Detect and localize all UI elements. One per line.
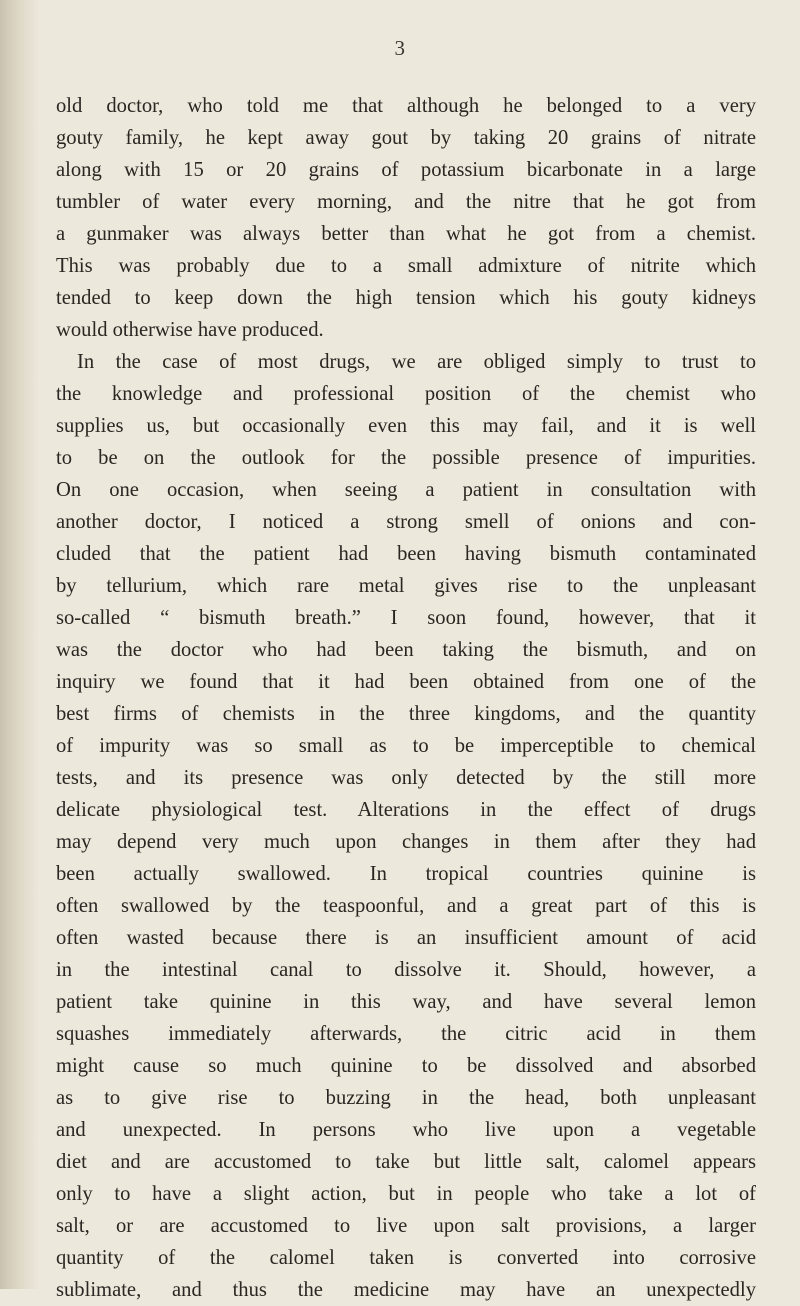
text-line: of impurity was so small as to be imperceptible to chemical bbox=[56, 735, 756, 757]
text-line: salt, or are accustomed to live upon salt provisions, a larger bbox=[56, 1215, 756, 1237]
text-line: was the doctor who had been taking the bismuth, and on bbox=[56, 639, 756, 661]
text-line: so-called “ bismuth breath.” I soon found, however, that it bbox=[56, 607, 756, 629]
page-edge-shadow bbox=[0, 0, 40, 1289]
text-line: sublimate, and thus the medicine may have an unexpectedly bbox=[56, 1279, 756, 1301]
text-line: cluded that the patient had been having bismuth contaminated bbox=[56, 543, 756, 565]
text-line: the knowledge and professional position of the chemist who bbox=[56, 383, 756, 405]
text-line: gouty family, he kept away gout by taking 20 grains of nitrate bbox=[56, 127, 756, 149]
text-line: often swallowed by the teaspoonful, and a great part of this is bbox=[56, 895, 756, 917]
text-line: would otherwise have produced. bbox=[56, 319, 324, 341]
text-line: a gunmaker was always better than what he got from a chemist. bbox=[56, 223, 756, 245]
text-line: diet and are accustomed to take but little salt, calomel appears bbox=[56, 1151, 756, 1173]
text-line: tended to keep down the high tension which his gouty kidneys bbox=[56, 287, 756, 309]
text-line: old doctor, who told me that although he belonged to a very bbox=[56, 95, 756, 117]
text-line: patient take quinine in this way, and have several lemon bbox=[56, 991, 756, 1013]
text-line: by tellurium, which rare metal gives rise to the unpleasant bbox=[56, 575, 756, 597]
text-line: often wasted because there is an insufficient amount of acid bbox=[56, 927, 756, 949]
text-line: quantity of the calomel taken is converted into corrosive bbox=[56, 1247, 756, 1269]
text-line: in the intestinal canal to dissolve it. Should, however, a bbox=[56, 959, 756, 981]
text-line: This was probably due to a small admixture of nitrite which bbox=[56, 255, 756, 277]
text-line: best firms of chemists in the three kingdoms, and the quantity bbox=[56, 703, 756, 725]
text-line: only to have a slight action, but in people who take a lot of bbox=[56, 1183, 756, 1205]
page-number: 3 bbox=[394, 36, 406, 60]
text-line: as to give rise to buzzing in the head, both unpleasant bbox=[56, 1087, 756, 1109]
text-line: On one occasion, when seeing a patient in consultation with bbox=[56, 479, 756, 501]
text-line: another doctor, I noticed a strong smell of onions and con- bbox=[56, 511, 756, 533]
text-line: squashes immediately afterwards, the citric acid in them bbox=[56, 1023, 756, 1045]
text-line: may depend very much upon changes in them after they had bbox=[56, 831, 756, 853]
text-line: tests, and its presence was only detected by the still more bbox=[56, 767, 756, 789]
text-line: along with 15 or 20 grains of potassium bicarbonate in a large bbox=[56, 159, 756, 181]
text-line: inquiry we found that it had been obtained from one of the bbox=[56, 671, 756, 693]
text-line: In the case of most drugs, we are obliged simply to trust to bbox=[77, 351, 756, 373]
text-line: delicate physiological test. Alterations in the effect of drugs bbox=[56, 799, 756, 821]
text-line: been actually swallowed. In tropical countries quinine is bbox=[56, 863, 756, 885]
text-line: supplies us, but occasionally even this may fail, and it is well bbox=[56, 415, 756, 437]
text-line: tumbler of water every morning, and the nitre that he got from bbox=[56, 191, 756, 213]
body-text bbox=[56, 90, 756, 1306]
text-line: to be on the outlook for the possible presence of impurities. bbox=[56, 447, 756, 469]
text-line: might cause so much quinine to be dissolved and absorbed bbox=[56, 1055, 756, 1077]
text-line: and unexpected. In persons who live upon a vegetable bbox=[56, 1119, 756, 1141]
